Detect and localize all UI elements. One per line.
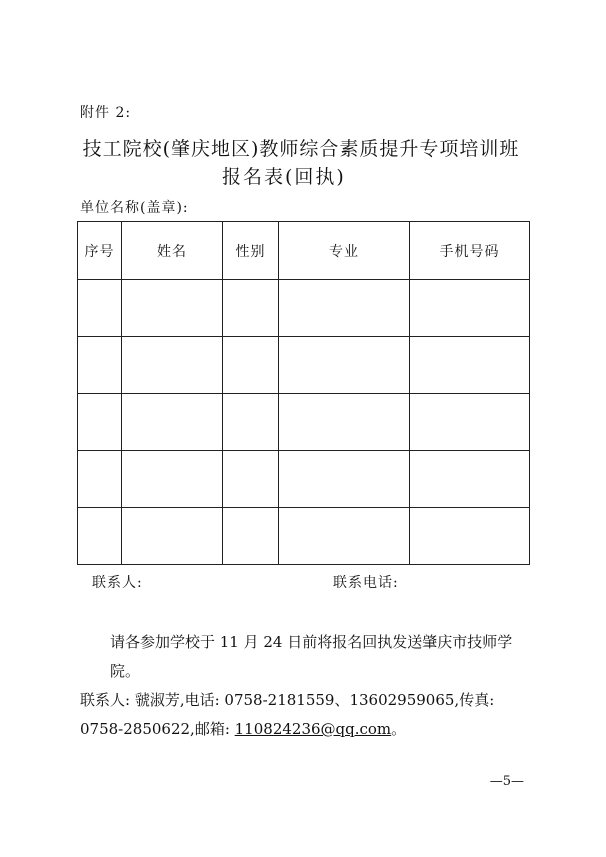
notice-paragraph [80,628,540,744]
contact-person-label: 联系人: [92,575,143,591]
header-name: 姓名 [122,222,223,280]
page-number: —5— [489,774,524,789]
document-subtitle: 报名表(回执) [222,166,346,188]
table-row [78,280,530,337]
unit-name-label: 单位名称(盖章): [80,200,189,216]
email-link[interactable]: 110824236@qq.com [234,720,392,738]
table-cell [122,451,223,508]
table-cell [410,337,530,394]
table-cell [223,451,279,508]
table-cell [78,280,122,337]
table-cell [223,337,279,394]
registration-table [77,221,530,565]
header-major: 专业 [279,222,410,280]
attachment-label: 附件 2: [80,105,132,121]
notice-line-contact: 联系人: 虢淑芳,电话: 0758-2181559、13602959065,传真: [80,691,495,709]
table-row [78,337,530,394]
table-cell [279,337,410,394]
table-row [78,451,530,508]
table-cell [410,451,530,508]
document-title: 技工院校(肇庆地区)教师综合素质提升专项培训班 [82,138,520,160]
table-cell [78,508,122,565]
table-cell [223,508,279,565]
table-cell [223,280,279,337]
table-cell [78,337,122,394]
table-cell [122,508,223,565]
table-header-row [78,222,530,280]
header-serial: 序号 [78,222,122,280]
table-cell [279,508,410,565]
table-cell [122,394,223,451]
contact-phone-label: 联系电话: [333,575,399,591]
notice-period: 。 [391,720,407,738]
table-cell [223,394,279,451]
header-phone: 手机号码 [410,222,530,280]
table-cell [279,394,410,451]
notice-line-deadline: 请各参加学校于 11 月 24 日前将报名回执发送肇庆市技师学院。 [110,633,513,680]
table-cell [410,394,530,451]
table-row [78,394,530,451]
table-cell [122,280,223,337]
table-cell [410,280,530,337]
table-cell [279,280,410,337]
table-row [78,508,530,565]
table-cell [410,508,530,565]
notice-line-fax-email [80,715,540,744]
fax-text: 0758-2850622,邮箱: [80,720,235,738]
table-cell [279,451,410,508]
table-cell [78,394,122,451]
table-cell [122,337,223,394]
table-cell [78,451,122,508]
header-gender: 性别 [223,222,279,280]
